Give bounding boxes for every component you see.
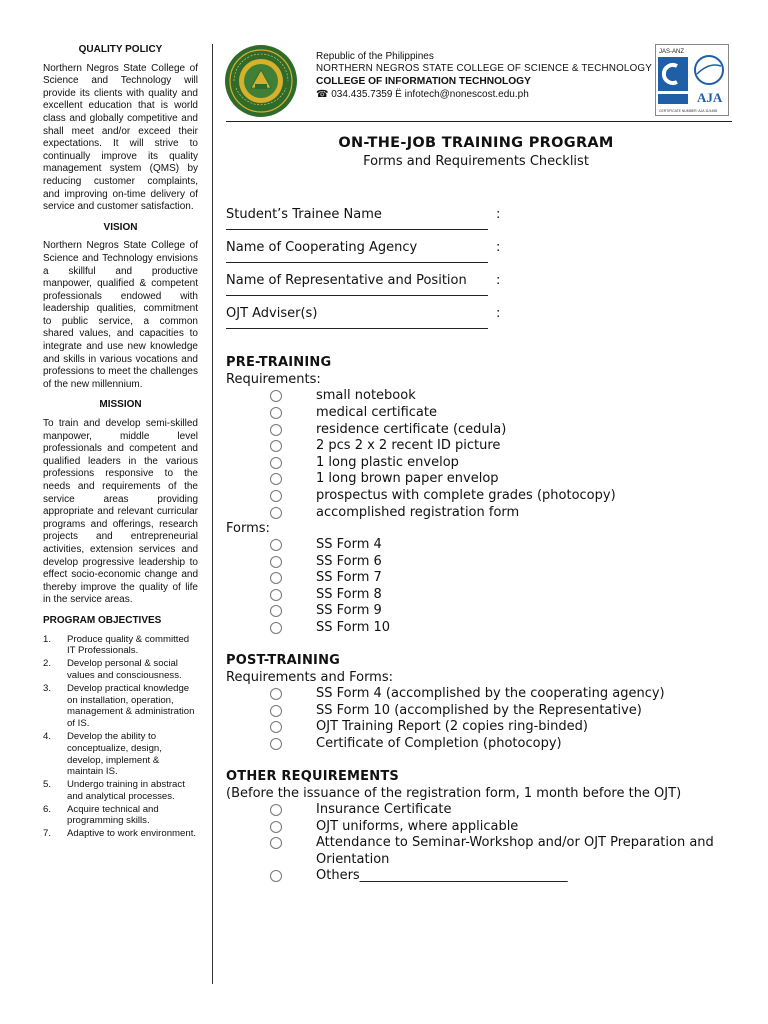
- field-colon: :: [496, 207, 501, 222]
- radio-button[interactable]: [270, 837, 282, 849]
- sidebar: [43, 44, 198, 841]
- fill-line: [226, 262, 488, 263]
- item-label: Insurance Certificate: [316, 802, 452, 817]
- radio-button[interactable]: [270, 490, 282, 502]
- item-label: SS Form 8: [316, 587, 382, 602]
- cooperating-agency-field[interactable]: [226, 240, 516, 256]
- objective-item: 4. Develop the ability to conceptualize, design, develop, implement & maintain IS.: [43, 730, 162, 778]
- objective-item: 6. Acquire technical and programming skills.: [43, 803, 159, 827]
- field-colon: :: [496, 240, 501, 255]
- item-label: 1 long brown paper envelop: [316, 471, 499, 486]
- item-label: accomplished registration form: [316, 505, 520, 520]
- post-training-heading: POST-TRAINING: [226, 653, 341, 668]
- item-label: 2 pcs 2 x 2 recent ID picture: [316, 438, 501, 453]
- objective-item: 3. Develop practical knowledge on installation, operation, management & administration of IS.: [43, 682, 195, 730]
- college-seal-logo: [224, 44, 298, 118]
- pre-training-heading: PRE-TRAINING: [226, 355, 332, 370]
- radio-button[interactable]: [270, 589, 282, 601]
- item-label: small notebook: [316, 388, 416, 403]
- other-requirements-note: (Before the issuance of the registration form, 1 month before the OJT): [226, 786, 682, 801]
- item-label: SS Form 7: [316, 570, 382, 585]
- field-label: OJT Adviser(s): [226, 306, 318, 321]
- forms-label: Forms:: [226, 521, 270, 536]
- vision-text: Northern Negros State College of Science and Technology envisions a skillful and productive manpower, qualified & competent professionals endowed with leadership qualities, commitment to public service, a common shared values, and capacities to integrate and use new knowledge and skills in various vocations and professions to meet the challenges of the new millennium.: [43, 240, 198, 390]
- radio-button[interactable]: [270, 440, 282, 452]
- item-label: prospectus with complete grades (photocopy): [316, 488, 616, 503]
- field-label: Name of Cooperating Agency: [226, 240, 418, 255]
- objective-item: 1. Produce quality & committed IT Professionals.: [43, 633, 190, 657]
- item-label: residence certificate (cedula): [316, 422, 507, 437]
- objectives-heading: PROGRAM OBJECTIVES: [43, 614, 162, 626]
- vision-heading: VISION: [103, 221, 138, 233]
- radio-button[interactable]: [270, 407, 282, 419]
- radio-button[interactable]: [270, 473, 282, 485]
- letterhead: [316, 50, 652, 101]
- item-label: SS Form 6: [316, 554, 382, 569]
- radio-button[interactable]: [270, 721, 282, 733]
- representative-field[interactable]: [226, 273, 516, 289]
- radio-button[interactable]: [270, 688, 282, 700]
- radio-button[interactable]: [270, 539, 282, 551]
- radio-button[interactable]: [270, 507, 282, 519]
- objectives-list: [43, 634, 198, 841]
- contact-line: ☎ 034.435.7359 Ë infotech@nonescost.edu.ph: [316, 89, 529, 100]
- item-label: Others________________________________: [316, 868, 568, 883]
- quality-policy-heading: QUALITY POLICY: [78, 44, 163, 55]
- field-label: Name of Representative and Position: [226, 273, 467, 288]
- form-title: ON-THE-JOB TRAINING PROGRAM: [338, 135, 614, 151]
- radio-button[interactable]: [270, 870, 282, 882]
- cert-accreditation-text: JAS-ANZ: [659, 49, 685, 55]
- column-divider: [212, 44, 213, 984]
- header-rule: [226, 121, 732, 122]
- cert-mark-text: AJA: [697, 90, 723, 105]
- quality-policy-text: Northern Negros State College of Science and Technology will provide its clients with quality and excellent education that is world class and globally competitive and shall meet and/or exceed their expectations. It will strive to continually improve its quality management system (QMS) by reducing customer complaints, and improving on-time delivery of service and customer satisfaction.: [43, 62, 198, 213]
- item-label: Attendance to Seminar-Workshop and/or OJT Preparation and Orientation: [316, 835, 714, 867]
- item-label: SS Form 10 (accomplished by the Representative): [316, 703, 642, 718]
- item-label: Certificate of Completion (photocopy): [316, 736, 562, 751]
- item-label: OJT Training Report (2 copies ring-binded): [316, 719, 588, 734]
- form-subtitle: Forms and Requirements Checklist: [363, 154, 589, 169]
- requirements-forms-label: Requirements and Forms:: [226, 670, 394, 685]
- field-colon: :: [496, 306, 501, 321]
- mission-heading: MISSION: [99, 399, 142, 411]
- radio-button[interactable]: [270, 390, 282, 402]
- radio-button[interactable]: [270, 556, 282, 568]
- item-label: medical certificate: [316, 405, 437, 420]
- college-name: COLLEGE OF INFORMATION TECHNOLOGY: [316, 76, 531, 87]
- radio-button[interactable]: [270, 821, 282, 833]
- requirements-label: Requirements:: [226, 372, 321, 387]
- radio-button[interactable]: [270, 424, 282, 436]
- item-label: SS Form 10: [316, 620, 391, 635]
- objective-item: 2. Develop personal & social values and consciousness.: [43, 658, 182, 681]
- field-colon: :: [496, 273, 501, 288]
- radio-button[interactable]: [270, 705, 282, 717]
- cert-number-text: CERTIFICATE NUMBER: AJA 11/4455: [659, 109, 718, 113]
- republic-line: Republic of the Philippines: [316, 51, 434, 62]
- field-label: Student’s Trainee Name: [226, 207, 382, 222]
- radio-button[interactable]: [270, 738, 282, 750]
- radio-button[interactable]: [270, 572, 282, 584]
- item-label: OJT uniforms, where applicable: [316, 819, 519, 834]
- fill-line: [226, 295, 488, 296]
- mission-text: To train and develop semi-skilled manpower, middle level professionals and competent and qualified leaders in the various professions responsive to the needs and requirements of the service areas providing appropriate and relevant curricular programs and offerings, research projects and entrepreneurial activities, extension services and develop progressive leadership to effect socio-economic change and thereby improve the quality of life in the service areas.: [43, 418, 198, 606]
- radio-button[interactable]: [270, 804, 282, 816]
- item-label: SS Form 4 (accomplished by the cooperating agency): [316, 686, 665, 701]
- iso-certification-logo: [655, 44, 729, 116]
- item-label: SS Form 9: [316, 603, 382, 618]
- ojt-adviser-field[interactable]: [226, 306, 516, 322]
- radio-button[interactable]: [270, 605, 282, 617]
- radio-button[interactable]: [270, 622, 282, 634]
- objective-item: 7. Adaptive to work environment.: [43, 828, 197, 840]
- radio-button[interactable]: [270, 457, 282, 469]
- trainee-name-field[interactable]: [226, 207, 516, 223]
- fill-line: [226, 229, 488, 230]
- school-name: NORTHERN NEGROS STATE COLLEGE OF SCIENCE & TECHNOLOGY: [316, 63, 652, 74]
- objective-item: 5. Undergo training in abstract and analytical processes.: [43, 779, 185, 802]
- other-requirements-heading: OTHER REQUIREMENTS: [226, 769, 399, 784]
- item-label: 1 long plastic envelop: [316, 455, 459, 470]
- item-label: SS Form 4: [316, 537, 382, 552]
- fill-line: [226, 328, 488, 329]
